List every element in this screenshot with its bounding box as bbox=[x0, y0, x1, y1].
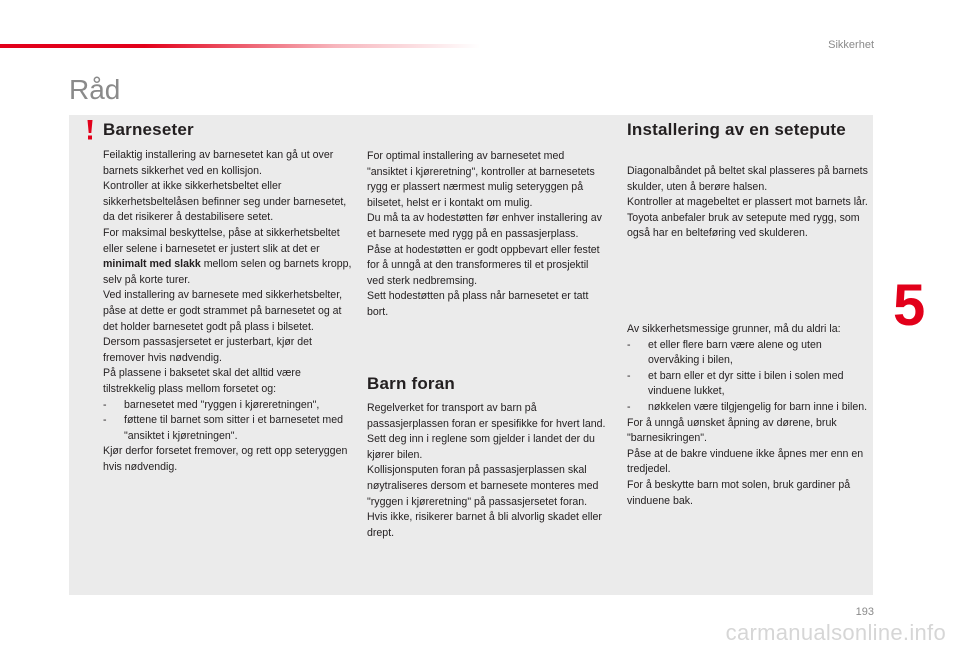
paragraph: For maksimal beskyttelse, påse at sikkerhetsbeltet eller selene i barnesetet er justert slik at det er minimalt med slakk mellom selen og barnets kropp, selv på korte turer. bbox=[103, 226, 352, 286]
safety-text bbox=[627, 322, 869, 509]
heading-installering: Installering av en setepute bbox=[627, 120, 846, 139]
page-number: 193 bbox=[855, 606, 874, 618]
chapter-number: 5 bbox=[893, 273, 926, 338]
paragraph: Ved installering av barnesete med sikkerhetsbelter, påse at dette er godt strammet på barnesetet og at det holder barnesetet godt på plass i bilsetet. Dersom passasjersetet er justerbart, kjør det fremover hvis nødvendig. bbox=[103, 289, 343, 364]
watermark: carmanualsonline.info bbox=[725, 620, 946, 645]
paragraph: På plassene i baksetet skal det alltid være tilstrekkelig plass mellom forsetet og: bbox=[103, 367, 301, 395]
paragraph: Regelverket for transport av barn på passasjerplassen foran er spesifikke for hvert land. Sett deg inn i reglene som gjelder i landet der du kjører bilen. bbox=[367, 402, 606, 461]
list-item: - et eller flere barn være alene og uten overvåking i bilen, bbox=[627, 338, 822, 367]
emphasis: minimalt med slakk bbox=[103, 258, 201, 271]
paragraph: For å unngå uønsket åpning av dørene, bruk "barnesikringen". bbox=[627, 416, 837, 445]
header-accent-bar bbox=[0, 44, 480, 48]
paragraph: Kollisjonsputen foran på passasjerplassen skal nøytraliseres dersom et barnesete monteres med "ryggen i kjøreretning" på passasjersetet foran. Hvis ikke, risikerer barnet å bli alvorlig skadet eller drept. bbox=[367, 464, 602, 539]
list-item: - nøkkelen være tilgjengelig for barn inne i bilen. bbox=[627, 400, 868, 413]
paragraph: Sett hodestøtten på plass når barnesetet er tatt bort. bbox=[367, 290, 589, 318]
paragraph: For å beskytte barn mot solen, bruk gardiner på vinduene bak. bbox=[627, 478, 851, 507]
paragraph: Påse at de bakre vinduene ikke åpnes mer enn en tredjedel. bbox=[627, 447, 864, 476]
list-item: - et barn eller et dyr sitte i bilen i solen med vinduene lukket, bbox=[627, 369, 844, 398]
barn-foran-text bbox=[367, 401, 607, 541]
paragraph: Kontroller at ikke sikkerhetsbeltet eller sikkerhetsbeltelåsen befinner seg under barnesetet, da det risikerer å destabilisere setet. bbox=[103, 180, 347, 224]
paragraph: Diagonalbåndet på beltet skal plasseres på barnets skulder, uten å berøre halsen. bbox=[627, 165, 868, 193]
warning-icon bbox=[83, 118, 97, 142]
installering-text bbox=[627, 164, 869, 242]
paragraph: Feilaktig installering av barnesetet kan gå ut over barnets sikkerhet ved en kollisjon. bbox=[103, 149, 334, 177]
paragraph: Av sikkerhetsmessige grunner, må du aldri la: bbox=[627, 323, 841, 335]
list-item: - barnesetet med "ryggen i kjøreretningen", bbox=[103, 398, 320, 411]
paragraph: Kontroller at magebeltet er plassert mot barnets lår. bbox=[627, 196, 868, 209]
paragraph: For optimal installering av barnesetet med "ansiktet i kjøreretning", kontroller at barnesetets rygg er plassert nærmest mulig seteryggen på bilsetet, helst er i kontakt om mulig. bbox=[367, 150, 595, 209]
list-item: - føttene til barnet som sitter i et barnesetet med "ansiktet i kjøretningen". bbox=[103, 414, 344, 442]
paragraph: Du må ta av hodestøtten før enhver installering av et barnesete med rygg på en passasjerplass. bbox=[367, 212, 602, 240]
section-label: Sikkerhet bbox=[828, 39, 874, 51]
barneseter-text bbox=[103, 148, 353, 475]
paragraph: Kjør derfor forsetet fremover, og rett opp seteryggen hvis nødvendig. bbox=[103, 445, 348, 473]
paragraph: Påse at hodestøtten er godt oppbevart eller festet for å unngå at den transformeres til et prosjektil ved sterk nedbremsing. bbox=[367, 243, 600, 287]
heading-barneseter: Barneseter bbox=[103, 120, 194, 139]
page-title: Råd bbox=[69, 74, 121, 105]
headrest-text bbox=[367, 149, 607, 321]
paragraph: Toyota anbefaler bruk av setepute med rygg, som også har en belteføring ved skulderen. bbox=[627, 211, 860, 240]
heading-barn-foran: Barn foran bbox=[367, 374, 455, 393]
